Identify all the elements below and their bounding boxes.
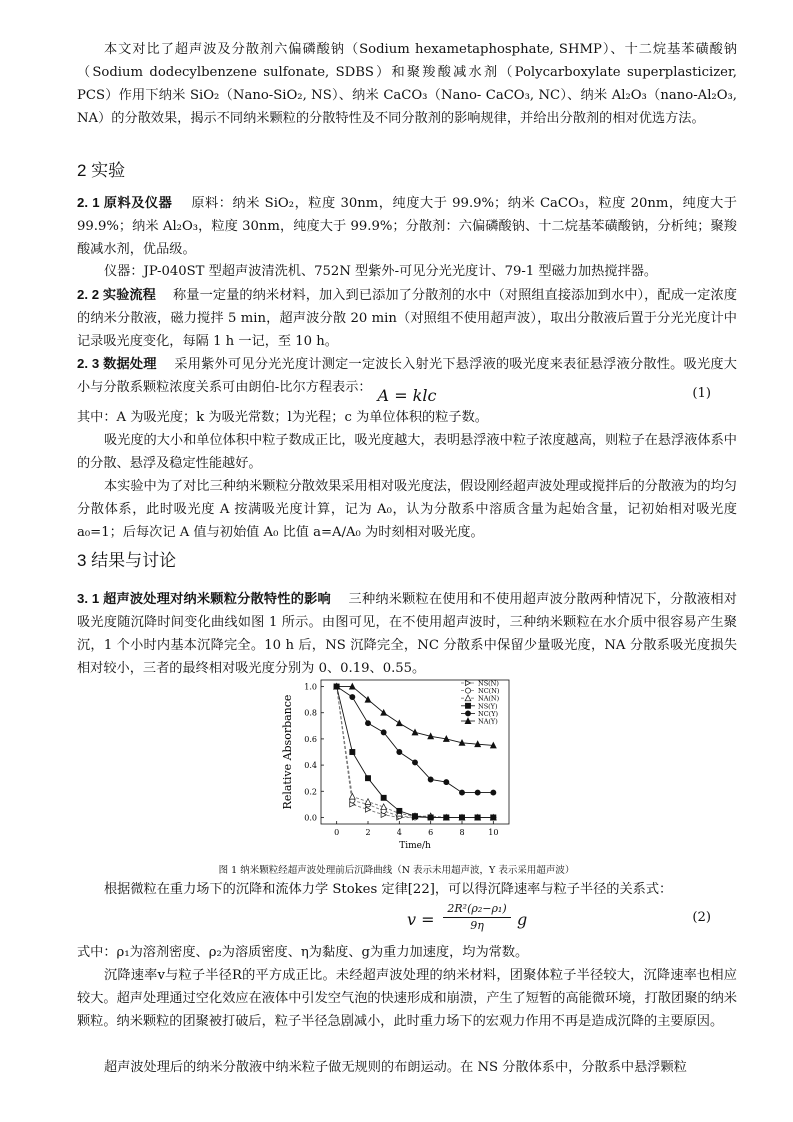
equation-2 [77,902,737,936]
data-point-NS(Y) [444,815,449,820]
legend-marker [465,688,470,693]
x-tick-label: 10 [488,828,499,837]
y-tick-label: 0.0 [304,813,317,823]
equation-number: (2) [692,910,711,925]
legend-label: NA(N) [478,694,500,703]
subsection-title: 2. 2 实验流程 [77,287,156,302]
legend-label: NC(Y) [478,709,499,718]
subsection-title: 2. 1 原料及仪器 [77,195,173,210]
equation-fraction [437,902,517,936]
y-tick-label: 0.6 [304,734,317,744]
data-point-NC(Y) [428,777,433,782]
x-tick-label: 6 [428,828,434,837]
equation-2-where: 式中：ρ₁为溶剂密度、ρ₂为溶质密度、η为黏度、g为重力加速度，均为常数。 [77,945,529,960]
data-point-NS(Y) [491,815,496,820]
data-point-NC(Y) [475,790,480,795]
legend-label: NA(Y) [478,717,498,726]
section-heading-experiment: 2 实验 [77,161,126,180]
data-point-NS(Y) [412,814,417,819]
y-tick-label: 0.4 [304,761,317,771]
data-point-NS(Y) [475,815,480,820]
data-point-NA(Y) [396,720,402,726]
data-point-NS(Y) [428,815,433,820]
series-line-NC(Y) [337,687,494,793]
data-point-NS(Y) [365,776,370,781]
data-point-NS(Y) [381,795,386,800]
subsection-body: 称量一定量的纳米材料，加入到已添加了分散剂的水中（对照组直接添加到水中），配成一定浓度的纳米分散液，磁力搅拌 5 min，超声波分散 20 min（对照组不使用超声波），取出分散液后置于分光光度计中记录吸光度变化，每隔 1 h 一记，至 10 h。 [77,288,737,349]
data-point-NC(Y) [350,694,355,699]
intro-paragraph: 本文对比了超声波及分散剂六偏磷酸钠（Sodium hexametaphosphate, SHMP）、十二烷基苯磺酸钠（Sodium dodecylbenzene sulfonate, SDBS）和聚羧酸减水剂（Polycarboxylate superplasticizer, PCS）作用下纳米 SiO₂（Nano-SiO₂, NS）、纳米 CaCO₃（Nano- CaCO₃, NC）、纳米 Al₂O₃（nano-Al₂O₃, NA）的分散效果，揭示不同纳米颗粒的分散特性及不同分散剂的影响规律，并给出分散剂的相对优选方法。 [77,42,737,126]
subsection-body: 采用紫外可见分光光度计测定一定波长入射光下悬浮液的吸光度来表征悬浮液分散性。吸光度大小与分散系颗粒浓度关系可由朗伯-比尔方程表示： [77,357,737,395]
series-line-NA(Y) [337,687,494,746]
x-tick-label: 0 [334,828,340,837]
data-point-NC(Y) [459,790,464,795]
x-tick-label: 4 [396,828,402,837]
data-point-NC(Y) [365,721,370,726]
legend-marker [465,703,470,708]
absorbance-paragraph-2: 本实验中为了对比三种纳米颗粒分散效果采用相对吸光度法，假设刚经超声波处理或搅拌后的分散液为的均匀分散体系，此时吸光度 A 按满吸光度计算，记为 A₀，认为分散系中溶质含量为起始含量，记初始相对吸光度 a₀=1；后每次记 A 值与初始值 A₀ 比值 a=A/A₀ 为时刻相对吸光度。 [77,479,737,540]
data-point-NC(Y) [444,780,449,785]
subsection-2-1 [77,191,737,261]
subsection-3-1 [77,587,737,680]
fraction-numerator: 2R²(ρ₂−ρ₁) [447,902,507,915]
y-axis-label: Relative Absorbance [281,694,294,810]
x-axis-label: Time/h [399,841,431,851]
subsection-body: 三种纳米颗粒在使用和不使用超声波分散两种情况下，分散液相对吸光度随沉降时间变化曲线如图 1 所示。由图可见，在不使用超声波时，三种纳米颗粒在水介质中很容易产生聚沉，1 个小时内基本沉降完全。10 h 后，NS 沉降完全，NC 分散系中保留少量吸光度，NA 分散系吸光度损失相对较小，三者的最终相对吸光度分别为 0、0.19、0.55。 [77,592,737,676]
settling-paragraph: 沉降速率v与粒子半径R的平方成正比。未经超声波处理的纳米材料，团聚体粒子半径较大，沉降速率也相应较大。超声处理通过空化效应在液体中引发空气泡的快速形成和崩溃，产生了短暂的高能微环境，打散团聚的纳米颗粒。纳米颗粒的团聚被打破后，粒子半径急剧减小，此时重力场下的宏观力作用不再是造成沉降的主要原因。 [77,968,737,1029]
data-point-NC(Y) [412,760,417,765]
data-point-NC(Y) [491,790,496,795]
data-point-NS(Y) [350,749,355,754]
equation-lhs: v = [407,910,435,929]
legend-marker [465,680,470,685]
instruments-paragraph: 仪器：JP-040ST 型超声波清洗机、752N 型紫外-可见分光光度计、79-1 型磁力加热搅拌器。 [104,264,658,279]
data-point-NS(N) [365,807,370,812]
y-tick-label: 1.0 [304,682,317,692]
y-tick-label: 0.8 [304,708,317,718]
equation-1 [77,384,737,408]
data-point-NA(N) [349,793,355,799]
y-tick-label: 0.2 [304,787,317,797]
x-tick-label: 2 [365,828,371,837]
legend-label: NS(Y) [478,702,498,711]
equation-body: A = klc [377,386,437,405]
data-point-NS(Y) [397,808,402,813]
x-tick-label: 8 [459,828,465,837]
data-point-NC(Y) [381,730,386,735]
absorbance-paragraph-1: 吸光度的大小和单位体积中粒子数成正比，吸光度越大，表明悬浮液中粒子浓度越高，则粒子在悬浮液体系中的分散、悬浮及稳定性能越好。 [77,433,737,471]
data-point-NS(Y) [459,815,464,820]
legend-marker [465,711,470,716]
subsection-2-2 [77,283,737,353]
subsection-body: 原料：纳米 SiO₂，粒度 30nm，纯度大于 99.9%；纳米 CaCO₃，粒度 20nm，纯度大于 99.9%；纳米 Al₂O₃，粒度 30nm，纯度大于 99.9%；分散剂：六偏磷酸钠、十二烷基苯磺酸钠，分析纯；聚羧酸减水剂，优品级。 [77,196,737,257]
stokes-paragraph: 根据微粒在重力场下的沉降和流体力学 Stokes 定律[22]，可以得沉降速率与粒子半径的关系式： [104,882,673,897]
subsection-title: 2. 3 数据处理 [77,356,157,371]
section-heading-results: 3 结果与讨论 [77,551,177,570]
equation-g: g [517,910,528,929]
equation-1-where: 其中：A 为吸光度；k 为吸光常数；l为光程；c 为单位体积的粒子数。 [77,410,488,425]
brownian-paragraph: 超声波处理后的纳米分散液中纳米粒子做无规则的布朗运动。在 NS 分散体系中，分散系中悬浮颗粒 [104,1060,687,1075]
fraction-bar [443,917,511,918]
data-point-NA(Y) [412,729,418,735]
subsection-title: 3. 1 超声波处理对纳米颗粒分散特性的影响 [77,591,331,606]
legend-label: NS(N) [478,679,499,688]
fraction-denominator: 9η [470,919,484,932]
figure-caption: 图 1 纳米颗粒经超声波处理前后沉降曲线（N 表示未用超声波，Y 表示采用超声波） [218,865,575,876]
legend-marker [465,695,471,701]
equation-number: (1) [692,386,711,401]
legend-label: NC(N) [478,687,500,696]
data-point-NC(Y) [397,749,402,754]
sedimentation-chart [277,674,527,854]
